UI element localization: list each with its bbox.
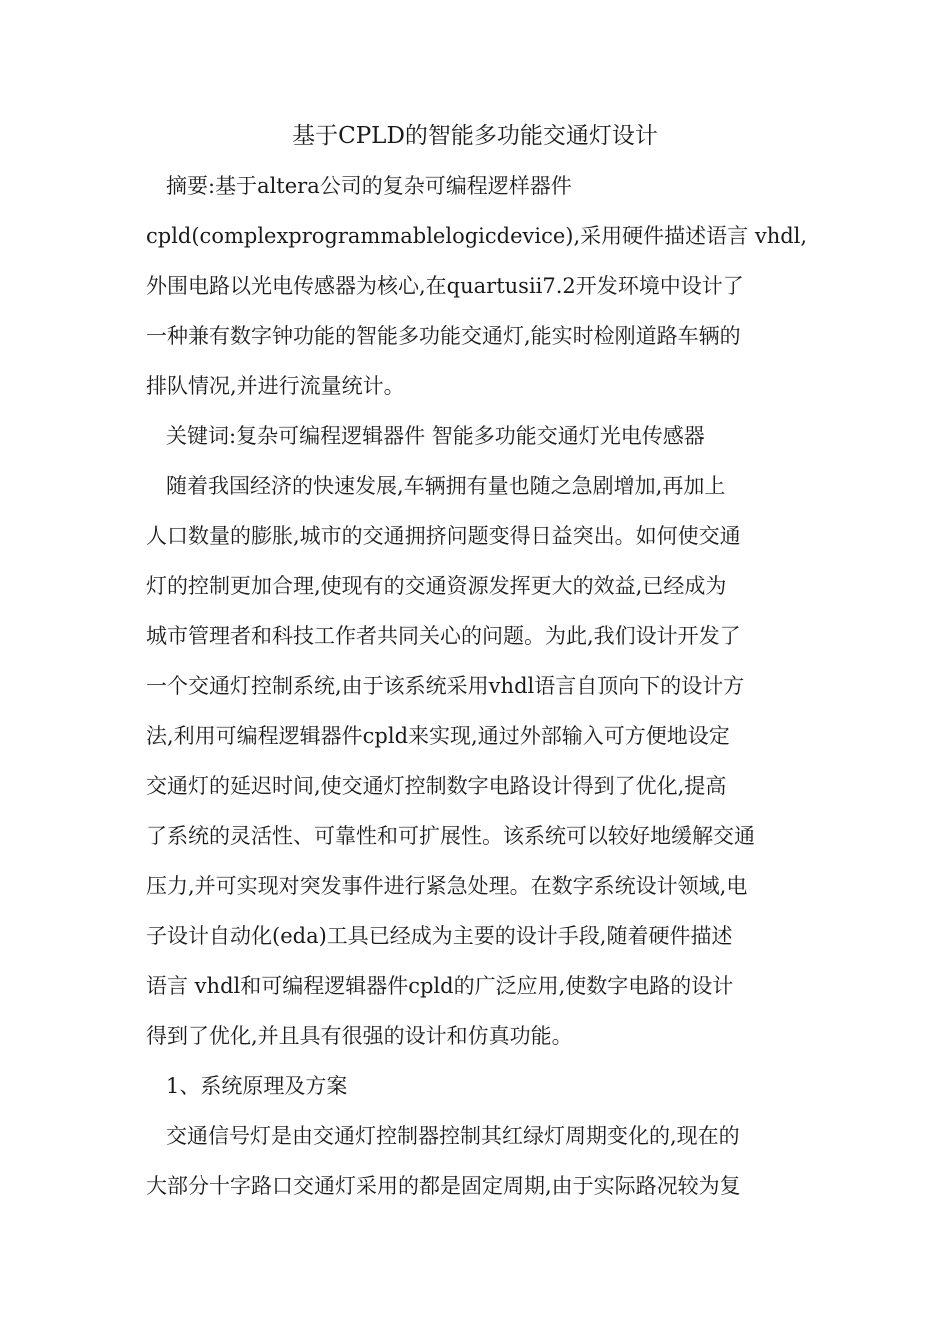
body-line-7: 交通灯的延迟时间,使交通灯控制数字电路设计得到了优化,提高 [146, 774, 727, 798]
section-line-1: 交通信号灯是由交通灯控制器控制其红绿灯周期变化的,现在的 [166, 1124, 740, 1148]
body-line-12: 得到了优化,并且具有很强的设计和仿真功能。 [146, 1024, 573, 1048]
body-line-2: 人口数量的膨胀,城市的交通拥挤问题变得日益突出。如何使交通 [146, 524, 741, 548]
body-line-11: 语言 vhdl和可编程逻辑器件cpld的广泛应用,使数字电路的设计 [146, 974, 734, 998]
body-line-9: 压力,并可实现对突发事件进行紧急处理。在数字系统设计领域,电 [146, 874, 748, 898]
abstract-line-1: 摘要:基于altera公司的复杂可编程逻样器件 [166, 174, 572, 198]
body-line-4: 城市管理者和科技工作者共同关心的问题。为此,我们设计开发了 [146, 624, 741, 648]
abstract-line-5: 排队情况,并进行流量统计。 [146, 374, 405, 398]
document-title: 基于CPLD的智能多功能交通灯设计 [292, 123, 658, 149]
section-heading: 1、系统原理及方案 [166, 1074, 348, 1098]
body-line-10: 子设计自动化(eda)工具已经成为主要的设计手段,随着硬件描述 [146, 924, 733, 948]
body-line-5: 一个交通灯控制系统,由于该系统采用vhdl语言自顶向下的设计方 [146, 674, 745, 698]
body-line-6: 法,利用可编程逻辑器件cpld来实现,通过外部输入可方便地设定 [146, 724, 730, 748]
section-line-2: 大部分十字路口交通灯采用的都是固定周期,由于实际路况较为复 [146, 1174, 741, 1198]
abstract-line-2: cpld(complexprogrammablelogicdevice),采用硬件描述语言 vhdl, [146, 224, 808, 248]
body-line-8: 了系统的灵活性、可靠性和可扩展性。该系统可以较好地缓解交通 [146, 824, 755, 848]
keywords-line: 关键词:复杂可编程逻辑器件 智能多功能交通灯光电传感器 [166, 424, 705, 448]
abstract-line-4: 一种兼有数字钟功能的智能多功能交通灯,能实时检刚道路车辆的 [146, 324, 741, 348]
body-line-3: 灯的控制更加合理,使现有的交通资源发挥更大的效益,已经成为 [146, 574, 727, 598]
abstract-line-3: 外围电路以光电传感器为核心,在quartusii7.2开发环境中设计了 [146, 274, 744, 298]
body-line-1: 随着我国经济的快速发展,车辆拥有量也随之急剧增加,再加上 [166, 474, 726, 498]
